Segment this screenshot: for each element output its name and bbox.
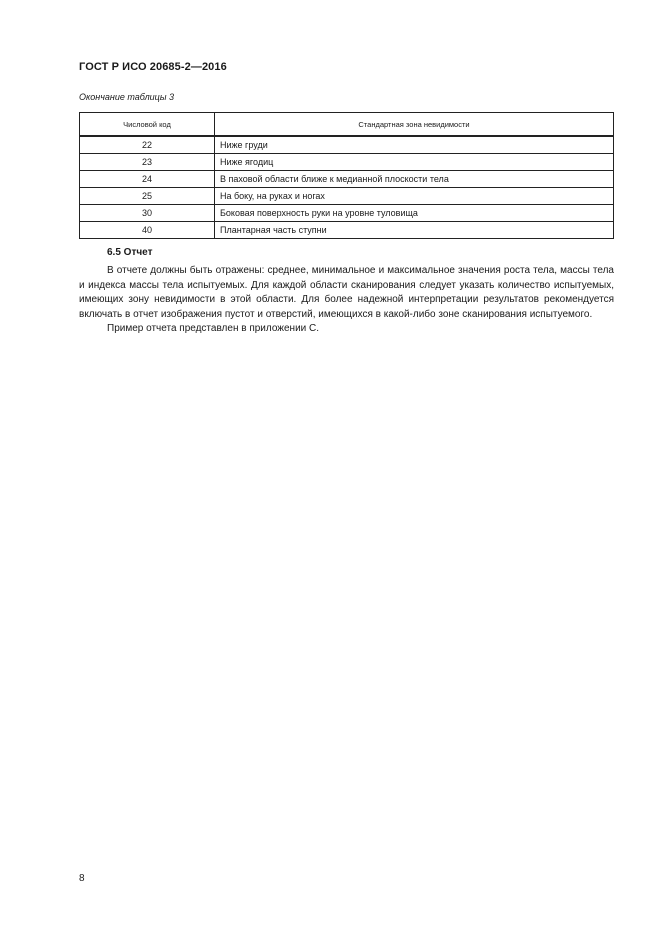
row-code: 24 [80, 171, 215, 188]
report-paragraph: В отчете должны быть отражены: среднее, минимальное и максимальное значения роста тела, массы тела и индекса массы тела испытуемых. Для каждой области сканирования следует указать количество испытуемых, имеющих зону невидимости в этой области. Для более надежной интерпретации результатов рекомендуется включать в отчет изображения пустот и отверстий, имеющихся в какой-либо зоне сканирования испытуемого. [79, 265, 614, 320]
section-body [79, 264, 614, 337]
row-code: 30 [80, 205, 215, 222]
table-row [80, 171, 614, 188]
row-zone: Ниже ягодиц [215, 154, 614, 171]
section-heading: 6.5 Отчет [107, 247, 153, 258]
row-code: 23 [80, 154, 215, 171]
invisibility-zones-table [79, 112, 614, 239]
row-zone: Плантарная часть ступни [215, 222, 614, 239]
row-zone: На боку, на руках и ногах [215, 188, 614, 205]
row-zone: Ниже груди [215, 136, 614, 154]
table-row [80, 222, 614, 239]
row-code: 22 [80, 136, 215, 154]
document-header: ГОСТ Р ИСО 20685-2—2016 [79, 61, 227, 73]
page-number: 8 [79, 873, 85, 884]
row-code: 25 [80, 188, 215, 205]
column-header-zone: Стандартная зона невидимости [215, 113, 614, 137]
table-row [80, 188, 614, 205]
example-paragraph: Пример отчета представлен в приложении С. [107, 323, 320, 334]
table-row [80, 205, 614, 222]
row-zone: В паховой области ближе к медианной плоскости тела [215, 171, 614, 188]
table-caption: Окончание таблицы 3 [79, 92, 174, 102]
row-zone: Боковая поверхность руки на уровне туловища [215, 205, 614, 222]
table-row [80, 154, 614, 171]
row-code: 40 [80, 222, 215, 239]
column-header-code: Числовой код [80, 113, 215, 137]
table-row [80, 136, 614, 154]
table-header-row [80, 113, 614, 137]
